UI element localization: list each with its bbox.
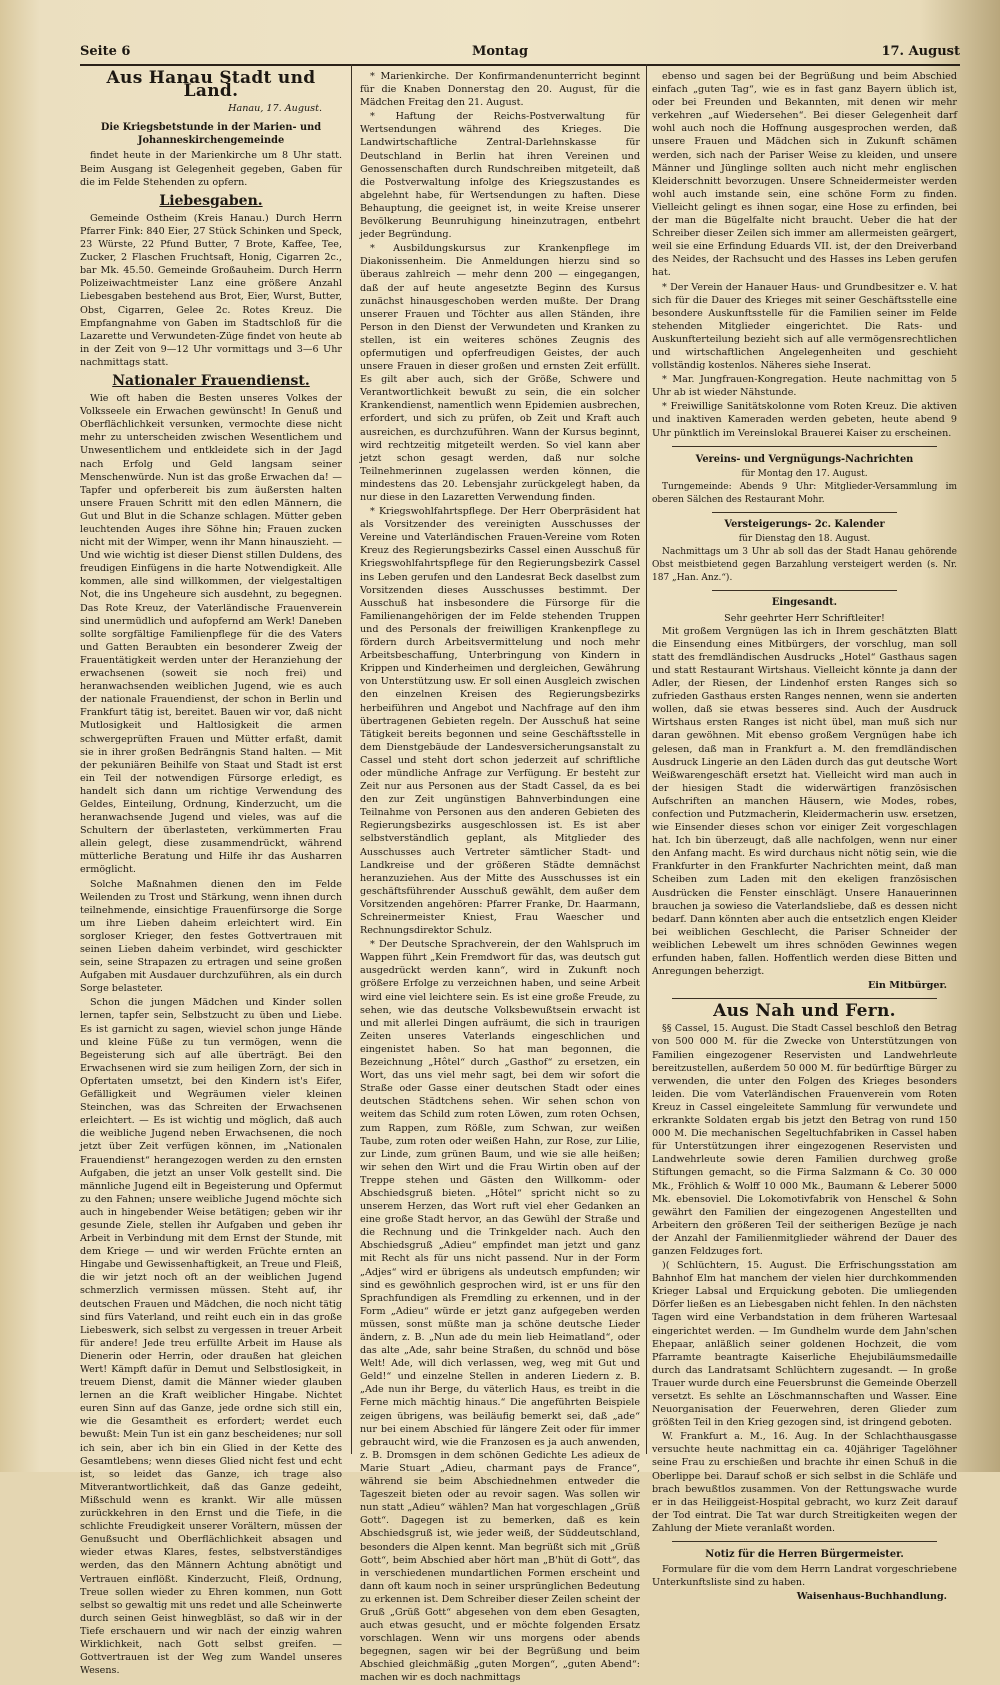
notiz-signature: Waisenhaus-Buchhandlung. (796, 1591, 947, 1603)
ausbildungskursus-notice: * Ausbildungskursus zur Krankenpflege im Diakonissenheim. Die Anmeldungen hierzu sind so überaus zahlreich — mehr denn 200 — eingegangen, daß der auf heute angesetzte Beginn des Kursus zunächst hinausgeschoben werden mußte. Der Drang unserer Frauen und Töchter aus allen Ständen, ihre Person in den Dienst der Verwundeten und Kranken zu stellen, ist ein weiteres schönes Zeugnis des opfermutigen und opferfreudigen Geistes, der auch unsere Frauen in dieser großen und ernsten Zeit erfüllt. Es gilt aber auch, sich der Größe, Schwere und Verantwortlichkeit bewußt zu sein, die ein solcher Krankendienst, namentlich wenn Epidemien ausbrechen, erfordert, und sich zu prüfen, ob Zeit und Kraft auch ausreichen, es durchzuführen. Wann der Kursus beginnt, wird rechtzeitig mitgeteilt werden. So viel kann aber jetzt schon gesagt werden, daß nur solche Teilnehmerinnen zugelassen werden können, die mindestens das 20. Lebensjahr zurückgelegt haben, da nur diese in den Lazaretten Verwendung finden. (360, 243, 640, 503)
frauendienst-paragraph-3: Schon die jungen Mädchen und Kinder sollen lernen, tapfer sein, Selbstzucht zu üben und Liebe. Es ist garnicht zu sagen, wieviel schon junge Hände und kleine Füße zu tun vermögen, wenn die Begeisterung sich auf alle überträgt. Bei den Erwachsenen wird sie zum heiligen Zorn, der sich in Opfertaten umsetzt, bei den Kindern ist's Eifer, Gefälligkeit und Wegräumen vieler kleinen Steinchen, was das Schreiten der Erwachsenen erleichtert. — Es ist wichtig und möglich, daß auch die weibliche Jugend neben Erwachsenen, die noch jetzt über Zeit verfügen können, im „Nationalen Frauendienst“ herangezogen werden zu den ernsten Aufgaben, die jetzt an unser Volk gestellt sind. Die männliche Jugend eilt in Begeisterung und Opfermut zu den Fahnen; unsere weibliche Jugend möchte sich auch in hingebender Weise betätigen; geben wir ihr gesunde Ziele, stellen ihr Aufgaben und geben ihr Arbeit in Verbindung mit dem Ernst der Stunde, mit dem Kriege — und wir werden Früchte ernten an Hingabe und Gewissenhaftigkeit, an Treue und Fleiß, die wir jetzt noch oft an der weiblichen Jugend schmerzlich vermissen müssen. Steht auf, ihr deutschen Frauen und Mädchen, die noch nicht tätig sind fürs Vaterland, und reiht euch ein in das große Liebeswerk, sich selbst zu vergessen in treuer Arbeit für andere! Jede treu erfüllte Arbeit im Hause als Dienerin oder Herrin, oder draußen hat gleichen Wert! Kämpft dafür in Demut und Selbstlosigkeit, in treuem Dienst, damit die Männer wieder glauben lernen an die Kraft weiblicher Hingabe. Nichtet euren Sinn auf das Ganze, jede ordne sich still ein, wie die Gesamtheit es erfordert; werdet euch bewußt: Mein Tun ist ein ganz bescheidenes; nur soll ich sein, aber ich bin ein Glied in der Kette des Gesamtlebens; wenn dieses Glied nicht fest und echt ist, so leidet das Ganze, ich trage also Mitverantwortlichkeit, daß das Ganze gedeiht, Mißschuld wenn es krankt. Wir alle müssen zurückkehren in den Ernst und die Tiefe, in die schlichte Freudigkeit unserer Vorältern, müssen der Genußsucht und Oberflächlichkeit absagen und wieder etwas Klares, festes, selbstverständiges werden, das den Männern Achtung abnötigt und Vertrauen einflößt. Kinderzucht, Fleiß, Ordnung, Treue sollen wieder zu Ehren kommen, nun Gott selbst so gewaltig mit uns redet und alle Scheinwerte durch seinen Geist hinwegbläst, so daß wir in der Tiefe erschauern und wir nach der einzig wahren Wirklichkeit, nach Gott selbst greifen. — Gottvertrauen ist der Weg zum Wandel unseres Wesens. (80, 997, 342, 1677)
eingesandt-heading: Eingesandt. (771, 597, 838, 609)
jungfrauen-notice: * Mar. Jungfrauen-Kongregation. Heute nachmittag von 5 Uhr ab ist wieder Nähstunde. (652, 374, 957, 399)
kriegswohlfahrt-notice: * Kriegswohlfahrtspflege. Der Herr Oberpräsident hat als Vorsitzender des vereinigten Ausschusses der Vereine und Vaterländischen Frauen-Vereine vom Roten Kreuz des Regierungsbezirks Cassel einen Ausschuß für Kriegswohlfahrtspflege für den Regierungsbezirk Cassel ins Leben gerufen und den Landesrat Beck daselbst zum Vorsitzenden dieses Ausschusses bestimmt. Der Ausschuß hat insbesondere die Fürsorge für die Familienangehörigen der im Felde stehenden Truppen und des Personals der freiwilligen Krankenpflege zu fördern durch Arbeitsvermittelung und noch mehr Arbeitsbeschaffung, Unterbringung von Kindern in Krippen und Kinderheimen und dergleichen, Gewährung von Unterstützung usw. Er soll einen Ausgleich zwischen den einzelnen Kreisen des Regierungsbezirks herbeiführen und Angebot und Nachfrage auf den ihm übertragenen Gebieten regeln. Der Ausschuß hat seine Tätigkeit bereits begonnen und seine Geschäftsstelle in dem Dienstgebäude der Landesversicherungsanstalt zu Cassel und steht dort schon jederzeit auf schriftliche oder mündliche Anfrage zur Verfügung. Er besteht zur Zeit nur aus Personen aus der Stadt Cassel, da es bei den zur Zeit ungünstigen Bahnverbindungen eine Teilnahme von Personen aus den anderen Gebieten des Regierungsbezirks ausgeschlossen ist. Es ist aber selbstverständlich geplant, als Mitglieder des Ausschusses auch Vertreter sämtlicher Stadt- und Landkreise und der größeren Städte demnächst heranzuziehen. Aus der Mitte des Ausschusses ist ein geschäftsführender Ausschuß gewählt, dem außer dem Vorsitzenden angehören: Pfarrer Franke, Dr. Haarmann, Schreinermeister Kniest, Frau Waescher und Rechnungsdirektor Schulz. (360, 506, 640, 937)
column-2 (360, 70, 640, 1684)
header-rule (80, 64, 960, 66)
column-rule-2 (646, 64, 647, 1454)
page-header (80, 44, 960, 64)
column-3 (652, 70, 957, 1603)
kriegsbetstunde-heading: Die Kriegsbetstunde in der Marien- und Johanneskirchengemeinde (100, 122, 322, 147)
divider (672, 446, 937, 447)
divider (672, 1541, 937, 1542)
page-number: Seite 6 (80, 44, 131, 59)
section-title-nah-fern: Aus Nah und Fern. (713, 1001, 896, 1022)
schluechtern-report: )( Schlüchtern, 15. August. Die Erfrischungsstation am Bahnhof Elm hat manchem der vielen hier durchkommenden Krieger Labsal und Erquickung geboten. Die umliegenden Dörfer ließen es an Liebesgaben nicht fehlen. In den nächsten Tagen wird eine Verbandstation in dem früheren Wartesaal eingerichtet werden. — Im Gundhelm wurde dem Jahn'schen Ehepaar, anläßlich seiner goldenen Hochzeit, die vom Pfarramte beantragte Kaiserliche Ehejubiläumsmedaille durch das Landratsamt Schlüchtern zugesandt. — In große Trauer wurde durch eine Feuersbrunst die Gemeinde Oberzell versetzt. Es sehlte an Löschmannschaften und Wasser. Eine Neuorganisation der Feuerwehren, deren Glieder zum größten Teil in den Krieg gezogen sind, ist dringend geboten. (652, 1260, 957, 1429)
sanitaetskolonne-notice: * Freiwillige Sanitätskolonne vom Roten Kreuz. Die aktiven und inaktiven Kameraden werden gebeten, heute abend 9 Uhr pünktlich im Vereinslokal Brauerei Kaiser zu erscheinen. (652, 401, 957, 439)
liebesgaben-title: Liebesgaben. (159, 192, 263, 209)
frankfurt-report: W. Frankfurt a. M., 16. Aug. In der Schlachthausgasse versuchte heute nachmittag ein ca. 40jähriger Tagelöhner seine Frau zu erschießen und brachte ihr einen Schuß in die Oberlippe bei. Darauf schoß er sich selbst in die Schläfe und brach bewußtlos zusammen. Von der Rettungswache wurde er in das Heiliggeist-Hospital gebracht, wo kurz Zeit darauf der Tod eintrat. Die Tat war durch Streitigkeiten wegen der Zahlung der Miete veranlaßt worden. (652, 1431, 957, 1534)
versteigerung-date: für Dienstag den 18. August. (738, 534, 871, 545)
dateline: Hanau, 17. August. (228, 103, 322, 115)
vereins-date: für Montag den 17. August. (741, 468, 868, 479)
notiz-text: Formulare für die vom dem Herrn Landrat vorgeschriebene Unterkunftsliste sind zu haben. (652, 1564, 957, 1589)
vereins-heading: Vereins- und Vergnügungs-Nachrichten (695, 453, 914, 465)
liebesgaben-text: Gemeinde Ostheim (Kreis Hanau.) Durch Herrn Pfarrer Fink: 840 Eier, 27 Stück Schinken und Speck, 23 Würste, 22 Pfund Butter, 7 Brote, Kaffee, Tee, Zucker, 2 Flaschen Fruchtsaft, Honig, Cigarren 2c., bar Mk. 45.50. Gemeinde Großauheim. Durch Herrn Polizeiwachtmeister Lanz eine größere Anzahl Liebesgaben bestehend aus Brot, Eier, Wurst, Butter, Obst, Cigarren, Gelee 2c. Rotes Kreuz. Die Empfangnahme von Gaben im Stadtschloß für die Lazarette und Verwundeten-Züge findet von heute ab in der Zeit von 9—12 Uhr vormittags und 3—6 Uhr nachmittags statt. (80, 212, 342, 368)
divider (712, 512, 897, 513)
divider (712, 590, 897, 591)
column-1 (80, 68, 342, 1677)
notiz-heading: Notiz für die Herren Bürgermeister. (705, 1549, 904, 1561)
section-title-hanau: Aus Hanau Stadt und Land. (106, 68, 316, 102)
frauendienst-paragraph-2: Solche Maßnahmen dienen den im Felde Weilenden zu Trost und Stärkung, wenn ihnen durch teilnehmende, einsichtige Frauenfürsorge die Sorge um ihre Lieben daheim erleichtert wird. Ein sorgloser Krieger, den festes Gottvertrauen mit seinen Lieben daheim verbindet, wird geschickter sein, seine Strapazen zu ertragen und seine großen Aufgaben mit Ausdauer durchzuführen, als ein durch Sorge belasteter. (80, 878, 342, 995)
frauendienst-paragraph-1: Wie oft haben die Besten unseres Volkes der Volksseele ein Erwachen gewünscht! In Genuß und Oberflächlichkeit versunken, vermochte diese nicht mehr zu unterscheiden zwischen Wesentlichem und Unwesentlichem und entkleidete sich in der Jagd nach Erfolg und Geld langsam seiner Menschenwürde. Nun ist das große Erwachen da! — Tapfer und opferbereit bis zum äußersten halten unsere Frauen Schritt mit den edlen Männern, die Gut und Blut in die Schanze schlagen. Mütter geben leuchtenden Auges ihre Söhne hin; Frauen zucken nicht mit der Wimper, wenn ihr Mann hinauszieht. — Und wie wichtig ist dieser Dienst stillen Duldens, des freudigen Einfügens in die harte Notwendigkeit. Alle kommen, alle sind willkommen, der vielgestaltigen Not, die ins Ungeheure sich ausdehnt, zu begegnen. Das Rote Kreuz, der Vaterländische Frauenverein sind unermüdlich und aufopfernd am Werk! Daneben sollte sorgfältige Familienpflege für die des Vaters und Gatten Beraubten ein besonderer Zweig der Frauentätigkeit werden unter der Heranziehung der erwachsenen (soweit sie noch frei) und heranwachsenden weiblichen Jugend, wie es auch der nationale Frauendienst, der schon in Berlin und Frankfurt tätig ist, bereitet. Bauen wir vor, daß nicht Mutlosigkeit und Haltlosigkeit die armen schwergeprüften Frauen und Mütter erfaßt, damit sie in ihrer großen Bedrängnis Stand halten. — Mit der pekuniären Beihilfe von Staat und Stadt ist erst ein Teil der notwendigen Fürsorge erledigt, es handelt sich dann um richtige Verwendung des Geldes, Einteilung, Ordnung, Kinderzucht, um die heranwachsende Jugend und vieles, was auf die Schultern der überlasteten, verkümmerten Frau allein gelegt, diese zusammendrückt, während mütterliche Beratung und Hilfe ihr das Ausharren ermöglicht. (80, 393, 342, 876)
versteigerung-heading: Versteigerungs- 2c. Kalender (724, 519, 885, 530)
versteigerung-text: Nachmittags um 3 Uhr ab soll das der Stadt Hanau gehörende Obst meistbietend gegen Barzahlung versteigert werden (s. Nr. 187 „Han. Anz.“). (652, 547, 957, 584)
vereins-text: Turngemeinde: Abends 9 Uhr: Mitglieder-Versammlung im oberen Sälchen des Restaurant Mohr. (652, 481, 957, 505)
column-rule-1 (351, 64, 352, 1454)
marienkirche-notice: * Marienkirche. Der Konfirmandenunterricht beginnt für die Knaben Donnerstag den 20. August, für die Mädchen Freitag den 21. August. (360, 71, 640, 109)
eingesandt-signature: Ein Mitbürger. (867, 980, 947, 992)
divider (672, 998, 937, 999)
haftung-notice: * Haftung der Reichs-Postverwaltung für Wertsendungen während des Krieges. Die Landwirtschaftliche Zentral-Darlehnskasse für Deutschland in Berlin hat ihren Vereinen und Genossenschaften durch Rundschreiben mitgeteilt, daß die Postverwaltung infolge des Kriegszustandes es abgelehnt habe, für Wertsendungen zu haften. Diese Behauptung, die geeignet ist, in weite Kreise unserer Bevölkerung Beunruhigung hineinzutragen, entbehrt jeder Begründung. (360, 111, 640, 241)
date: 17. August (881, 44, 960, 59)
sprachverein-notice: * Der Deutsche Sprachverein, der den Wahlspruch im Wappen führt „Kein Fremdwort für das, was deutsch gut ausgedrückt werden kann“, wird in Zukunft noch größere Erfolge zu verzeichnen haben, und seine Arbeit wird eine viel leichtere sein. Es ist eine große Freude, zu sehen, wie das deutsche Volksbewußtsein erwacht ist und mit allerlei Dingen aufräumt, die sich in traurigen Zeiten unseres Vaterlands eingeschlichen und eingenistet haben. So hat man begonnen, die Bezeichnung „Hôtel“ durch „Gasthof“ zu ersetzen, ein Wort, das uns viel mehr sagt, bei dem wir sofort die Straße oder Gasse einer deutschen Stadt oder eines deutschen Städtchens sehen. Wir sehen schon von weitem das Schild zum roten Löwen, zum roten Ochsen, zum Rappen, zum Rößle, zum Schwan, zur weißen Taube, zum roten oder weißen Hahn, zur Rose, zur Lilie, zur Linde, zum grünen Baum, und wie sie alle heißen; wir sehen den Wirt und die Frau Wirtin oben auf der Treppe stehen und Gästen den Willkomm- oder Abschiedsgruß bieten. „Hôtel“ spricht nicht so zu unserem Herzen, das Wort ruft viel eher Gedanken an eine große Stadt hervor, an das Gewühl der Straße und die Rechnung und die Trinkgelder nach. Auch den Abschiedsgruß „Adieu“ empfindet man jetzt und ganz mit Recht als für uns nicht passend. Nur in der Form „Adjes“ wird er übrigens als undeutsch empfunden; wir sind es gewöhnlich gesprochen wird, ist er uns für den Sprachfundigen als Fremdling zu erkennen, und in der Form „Adieu“ würde er jetzt ganz aufgegeben werden müssen, sonst müßte man ja schöne deutsche Lieder ändern, z. B. „Nun ade du mein lieb Heimatland“, oder das alte „Ade, sahr beine Straßen, du schnöd und böse Welt! Ade, will dich verlassen, weg, weg mit Gut und Geld!“ und einzelne Stellen in anderen Liedern z. B. „Ade nun ihr Berge, du väterlich Haus, es treibt in die Ferne mich mächtig hinaus.“ Die angeführten Beispiele zeigen übrigens, was beiläufig bemerkt sei, daß „ade“ nur bei einem Abschied für längere Zeit oder für immer gebraucht wird, wie die Franzosen es ja auch anwenden, z. B. Dromsgen in dem schönen Gedichte Les adieux de Marie Stuart „Adieu, charmant pays de France“, während sie beim Abschiednehmen entweder die Tageszeit bieten oder au revoir sagen. Was sollen wir nun statt „Adieu“ wählen? Man hat vorgeschlagen „Grüß Gott“. Dagegen ist zu bemerken, daß es kein Abschiedsgruß ist, wie jeder weiß, der Süddeutschland, besonders die Alpen kennt. Man begrüßt sich mit „Grüß Gott“, beim Abschied aber hört man „B'hüt di Gott“, das in verschiedenen mundartlichen Formen erscheint und dann oft kaum noch in seiner ursprünglichen Bedeutung zu erkennen ist. Dem Schreiber dieser Zeilen scheint der Gruß „Grüß Gott“ abgesehen von dem eben Gesagten, auch etwas gesucht, und er möchte folgenden Ersatz vorschlagen. Wenn wir uns morgens oder abends begegnen, sagen wir bei der Begrüßung und beim Abschied gleichmäßig „guten Morgen“, „guten Abend“: machen wir es doch nachmittags (360, 939, 640, 1684)
sprachverein-continued: ebenso und sagen bei der Begrüßung und beim Abschied einfach „guten Tag“, wie es in fast ganz Bayern üblich ist, oder bei Freunden und Bekannten, mit denen wir mehr verkehren „auf Wiedersehen“. Bei dieser Gelegenheit darf wohl auch noch die Hoffnung ausgesprochen werden, daß unsere Frauen und Mädchen sich in Zukunft schämen werden, sich nach der Pariser Weise zu kleiden, und unsere Männer und Jünglinge sollten auch nicht mehr englischen Kleiderschnitt bevorzugen. Unsere Schneidermeister werden wohl auch imstande sein, eine schöne Form zu finden. Vielleicht gelingt es ihnen sogar, eine Hose zu erfinden, bei der man die Bügelfalte nicht braucht. Ueber die hat der Schreiber dieser Zeilen sich immer am allermeisten geärgert, weil sie eine Erfindung Eduards VII. ist, der den Dreiverband des Neides, der Rachsucht und des Hasses ins Leben gerufen hat. (652, 71, 957, 279)
kriegsbetstunde-text: findet heute in der Marienkirche um 8 Uhr statt. Beim Ausgang ist Gelegenheit gegeben, Gaben für die im Felde Stehenden zu opfern. (80, 150, 342, 188)
eingesandt-text: Mit großem Vergnügen las ich in Ihrem geschätzten Blatt die Einsendung eines Mitbürgers, der vorschlug, man soll statt des fremdländischen Ausdrucks „Hotel“ Gasthaus sagen und statt Restaurant Wirtshaus. Vielleicht könnte ja dann der Adler, der Riesen, der Lindenhof ersten Ranges sich so zufrieden Gasthaus ersten Ranges nennen, wenn sie anderten wollen, daß sie etwas besseres sind. Auch der Ausdruck Wirtshaus ersten Ranges ist nicht übel, man muß sich nur daran gewöhnen. Mit ebenso großem Vergnügen habe ich gelesen, daß man in Frankfurt a. M. den fremdländischen Ausdruck Lingerie an den Läden durch das gut deutsche Wort Weißwarengeschäft ersetzt hat. Vielleicht wird man auch in der hiesigen Stadt die widerwärtigen französischen Aufschriften an manchen Häusern, wie Modes, robes, confection und Putzmacherin, Kleidermacherin usw. ersetzen, wie Einsender dieses schon vor einiger Zeit vorgeschlagen hat. Ich bin überzeugt, daß alle nachfolgen, wenn nur einer den Anfang macht. Es wird durchaus nicht nötig sein, wie die Frankfurter in den Frankfurter Nachrichten meint, daß man Scheiben zum Laden mit den ekeligen französischen Ausdrücken die Fenster einschlägt. Unsere Hanauerinnen brauchen ja sowieso die Vaterlandsliebe, daß es dessen nicht bedarf. Dann könnten aber auch die entsetzlich engen Kleider bei weiblichen Geschlecht, die Pariser Schneider der weiblichen Lebewelt um ihres schnöden Gewinnes wegen erfunden haben, fallen. Hoffentlich werden diese Bitten und Anregungen beherzigt. (652, 625, 957, 978)
frauendienst-title: Nationaler Frauendienst. (112, 372, 310, 389)
cassel-report: §§ Cassel, 15. August. Die Stadt Cassel beschloß den Betrag von 500 000 M. für die Zwecke von Unterstützungen von Familien eingezogener Reservisten und Landwehrleute bereitzustellen, außerdem 50 000 M. für bedürftige Bürger zu verwenden, die unter den Folgen des Krieges besonders leiden. Die vom Vaterländischen Frauenverein vom Roten Kreuz in Cassel eingeleitete Sammlung für verwundete und erkrankte Soldaten ergab bis jetzt den Betrag von rund 150 000 M. Die mechanischen Segeltuchfabriken in Cassel haben für Unterstützungen ihrer eingezogenen Reservisten und Landwehrleute sowie deren Familien durchweg große Stiftungen gemacht, so die Firma Salzmann & Co. 30 000 Mk., Fröhlich & Wolff 10 000 Mk., Baumann & Leberer 5000 Mk. ebensoviel. Die Lokomotivfabrik von Henschel & Sohn gewährt den Familien der eingezogenen Angestellten und Arbeitern den größeren Teil der seitherigen Bezüge je nach der Anzahl der Familienmitglieder während der Dauer des ganzen Feldzuges fort. (652, 1023, 957, 1257)
hausbesitzer-notice: * Der Verein der Hanauer Haus- und Grundbesitzer e. V. hat sich für die Dauer des Krieges mit seiner Geschäftsstelle eine besondere Auskunftsstelle für die Familien seiner im Felde stehenden Mitglieder eingerichtet. Die Rats- und Auskunfterteilung bezieht sich auf alle vermögensrechtlichen und wirtschaftlichen Angelegenheiten und geschieht vollständig kostenlos. Näheres siehe Inserat. (652, 281, 957, 372)
eingesandt-salutation: Sehr geehrter Herr Schriftleiter! (724, 612, 885, 624)
weekday: Montag (472, 44, 529, 59)
